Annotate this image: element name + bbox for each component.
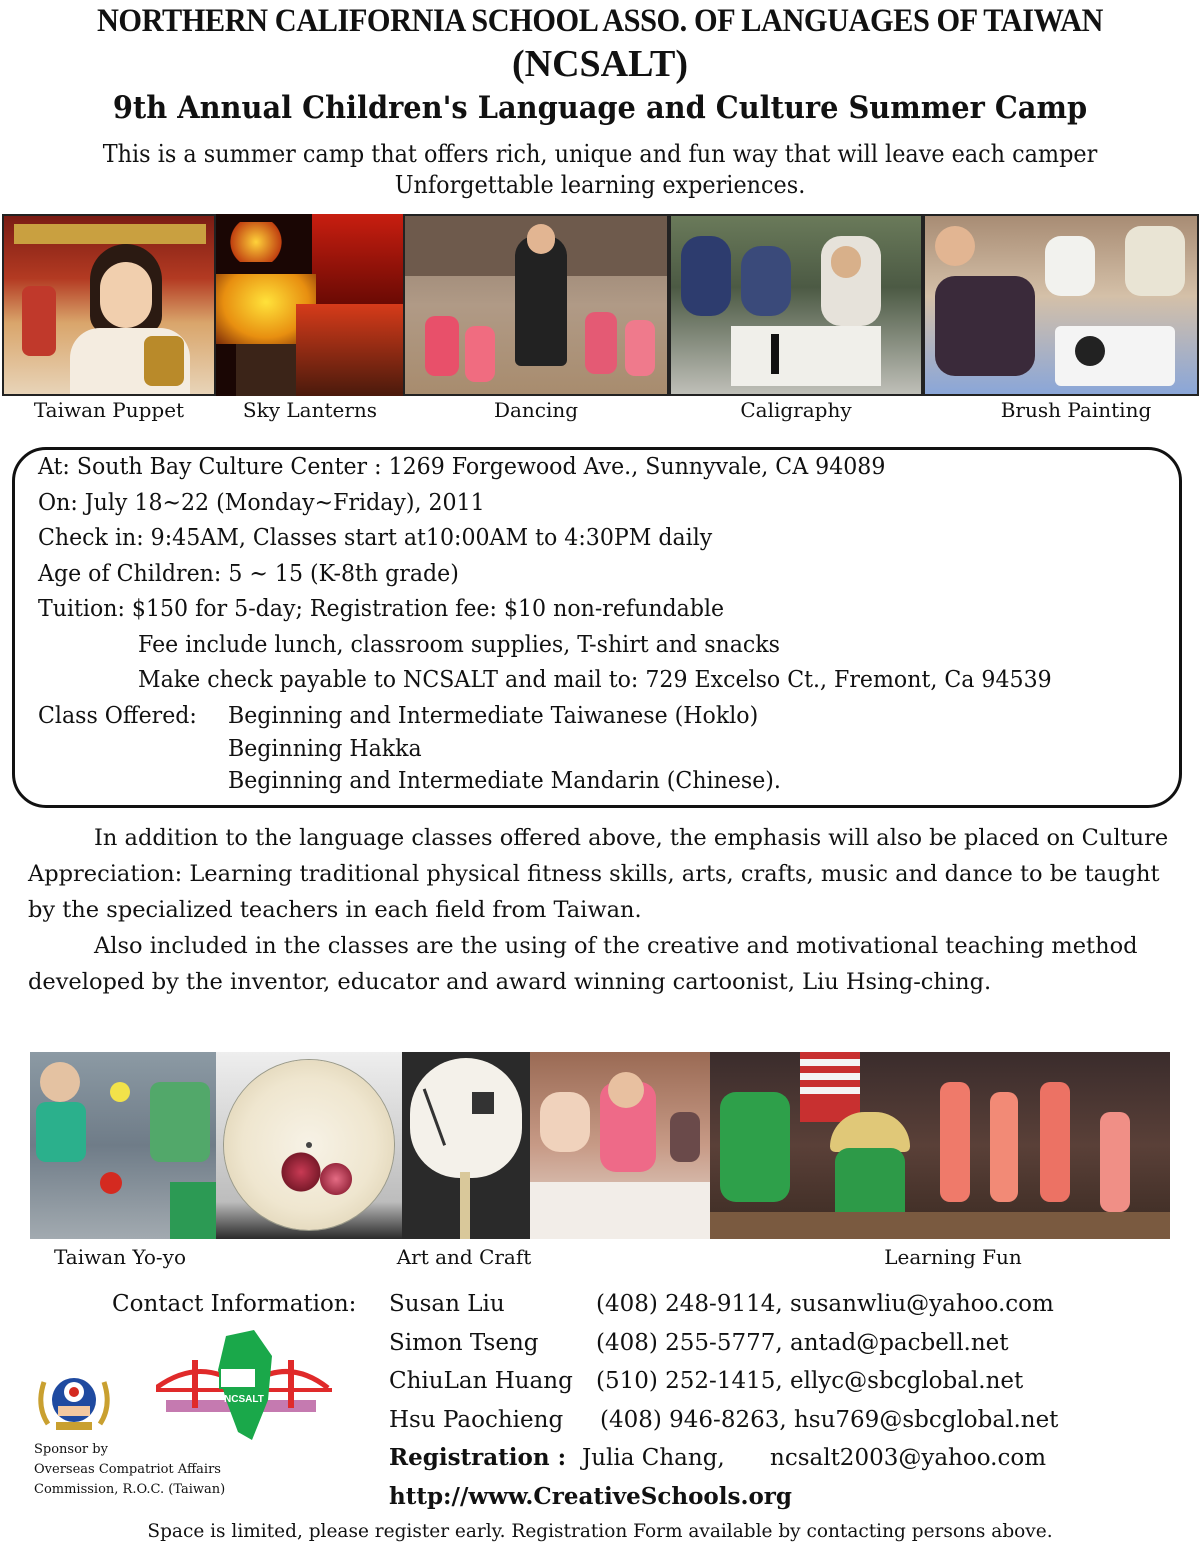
org-abbreviation: (NCSALT): [512, 43, 688, 85]
umbrella-photo: [216, 1052, 402, 1239]
teaching-method-paragraph: Also included in the classes are the using of the creative and motivational teaching method developed by the inventor, educator and award winning cartoonist, Liu Hsing-ching.: [28, 933, 1138, 995]
caption-brush-painting: Brush Painting: [1000, 398, 1152, 422]
contact-name-simon: Simon Tseng: [389, 1330, 539, 1356]
footer-note: Space is limited, please register early. Registration Form available by contacting persons above.: [147, 1521, 1053, 1542]
caption-dancing: Dancing: [493, 398, 579, 422]
contact-info-susan: (408) 248-9114, susanwliu@yahoo.com: [596, 1291, 1054, 1317]
date-line: On: July 18~22 (Monday~Friday), 2011: [38, 490, 485, 516]
contact-name-hsu: Hsu Paochieng: [389, 1407, 564, 1433]
ncsalt-logo-text: NCSALT: [224, 1394, 264, 1405]
tuition-line: Tuition: $150 for 5-day; Registration fee: $10 non-refundable: [38, 596, 725, 622]
intro-line-1: This is a summer camp that offers rich, unique and fun way that will leave each camper: [102, 140, 1098, 168]
class-mandarin: Beginning and Intermediate Mandarin (Chinese).: [228, 768, 781, 794]
class-hakka: Beginning Hakka: [228, 736, 422, 762]
caption-taiwan-yoyo: Taiwan Yo-yo: [54, 1245, 186, 1269]
age-line: Age of Children: 5 ~ 15 (K-8th grade): [38, 561, 459, 587]
contact-info-hsu: (408) 946-8263, hsu769@sbcglobal.net: [600, 1407, 1059, 1433]
location-line: At: South Bay Culture Center : 1269 Forgewood Ave., Sunnyvale, CA 94089: [38, 454, 886, 480]
class-offered-label: Class Offered:: [38, 703, 197, 729]
culture-paragraph: In addition to the language classes offered above, the emphasis will also be placed on Culture Appreciation: Learning traditional physical fitness skills, arts, crafts, music and dance to be taught by the specialized teachers in each field from Taiwan.: [28, 825, 1169, 923]
contact-name-susan: Susan Liu: [389, 1291, 505, 1317]
caption-sky-lanterns: Sky Lanterns: [242, 398, 378, 422]
class-taiwanese: Beginning and Intermediate Taiwanese (Hoklo): [228, 703, 759, 729]
caption-learning-fun: Learning Fun: [884, 1245, 1022, 1269]
sponsor-text: [34, 1440, 225, 1500]
registration-email[interactable]: ncsalt2003@yahoo.com: [770, 1445, 1046, 1471]
sponsor-line-3: Commission, R.O.C. (Taiwan): [34, 1482, 226, 1497]
org-name: NORTHERN CALIFORNIA SCHOOL ASSO. OF LANGUAGES OF TAIWAN: [96, 3, 1104, 39]
website-link[interactable]: http://www.CreativeSchools.org: [389, 1483, 793, 1510]
lantern-photo: [216, 214, 404, 396]
dancing-photo: [403, 214, 669, 396]
yoyo-photo: [30, 1052, 216, 1239]
registration-name: Julia Chang,: [582, 1445, 725, 1471]
payable-line: Make check payable to NCSALT and mail to: 729 Excelso Ct., Fremont, Ca 94539: [138, 667, 1052, 693]
craft-photo: [530, 1052, 710, 1239]
caption-taiwan-puppet: Taiwan Puppet: [33, 398, 185, 422]
ncsalt-logo-icon: [156, 1330, 332, 1445]
caption-calligraphy: Caligraphy: [740, 398, 852, 422]
calligraphy-photo: [669, 214, 923, 396]
sponsor-line-1: Sponsor by: [34, 1442, 108, 1457]
brush-painting-photo: [923, 214, 1199, 396]
registration-label: Registration :: [389, 1444, 567, 1471]
contact-name-chiulan: ChiuLan Huang: [389, 1368, 573, 1394]
caption-art-and-craft: Art and Craft: [396, 1245, 532, 1269]
learning-fun-photo: [710, 1052, 1170, 1239]
checkin-line: Check in: 9:45AM, Classes start at10:00AM to 4:30PM daily: [38, 525, 713, 551]
fee-include-line: Fee include lunch, classroom supplies, T-shirt and snacks: [138, 632, 781, 658]
intro-text: [61, 139, 1140, 201]
contact-info-simon: (408) 255-5777, antad@pacbell.net: [596, 1330, 1009, 1356]
puppet-photo: [2, 214, 216, 396]
ocac-seal-icon: [34, 1366, 114, 1436]
intro-line-2: Unforgettable learning experiences.: [394, 171, 806, 199]
fan-photo: [402, 1052, 530, 1239]
contact-info-chiulan: (510) 252-1415, ellyc@sbcglobal.net: [596, 1368, 1024, 1394]
event-title: 9th Annual Children's Language and Culture Summer Camp: [112, 90, 1088, 126]
contact-information-label: Contact Information:: [112, 1291, 357, 1317]
sponsor-line-2: Overseas Compatriot Affairs: [34, 1462, 221, 1477]
